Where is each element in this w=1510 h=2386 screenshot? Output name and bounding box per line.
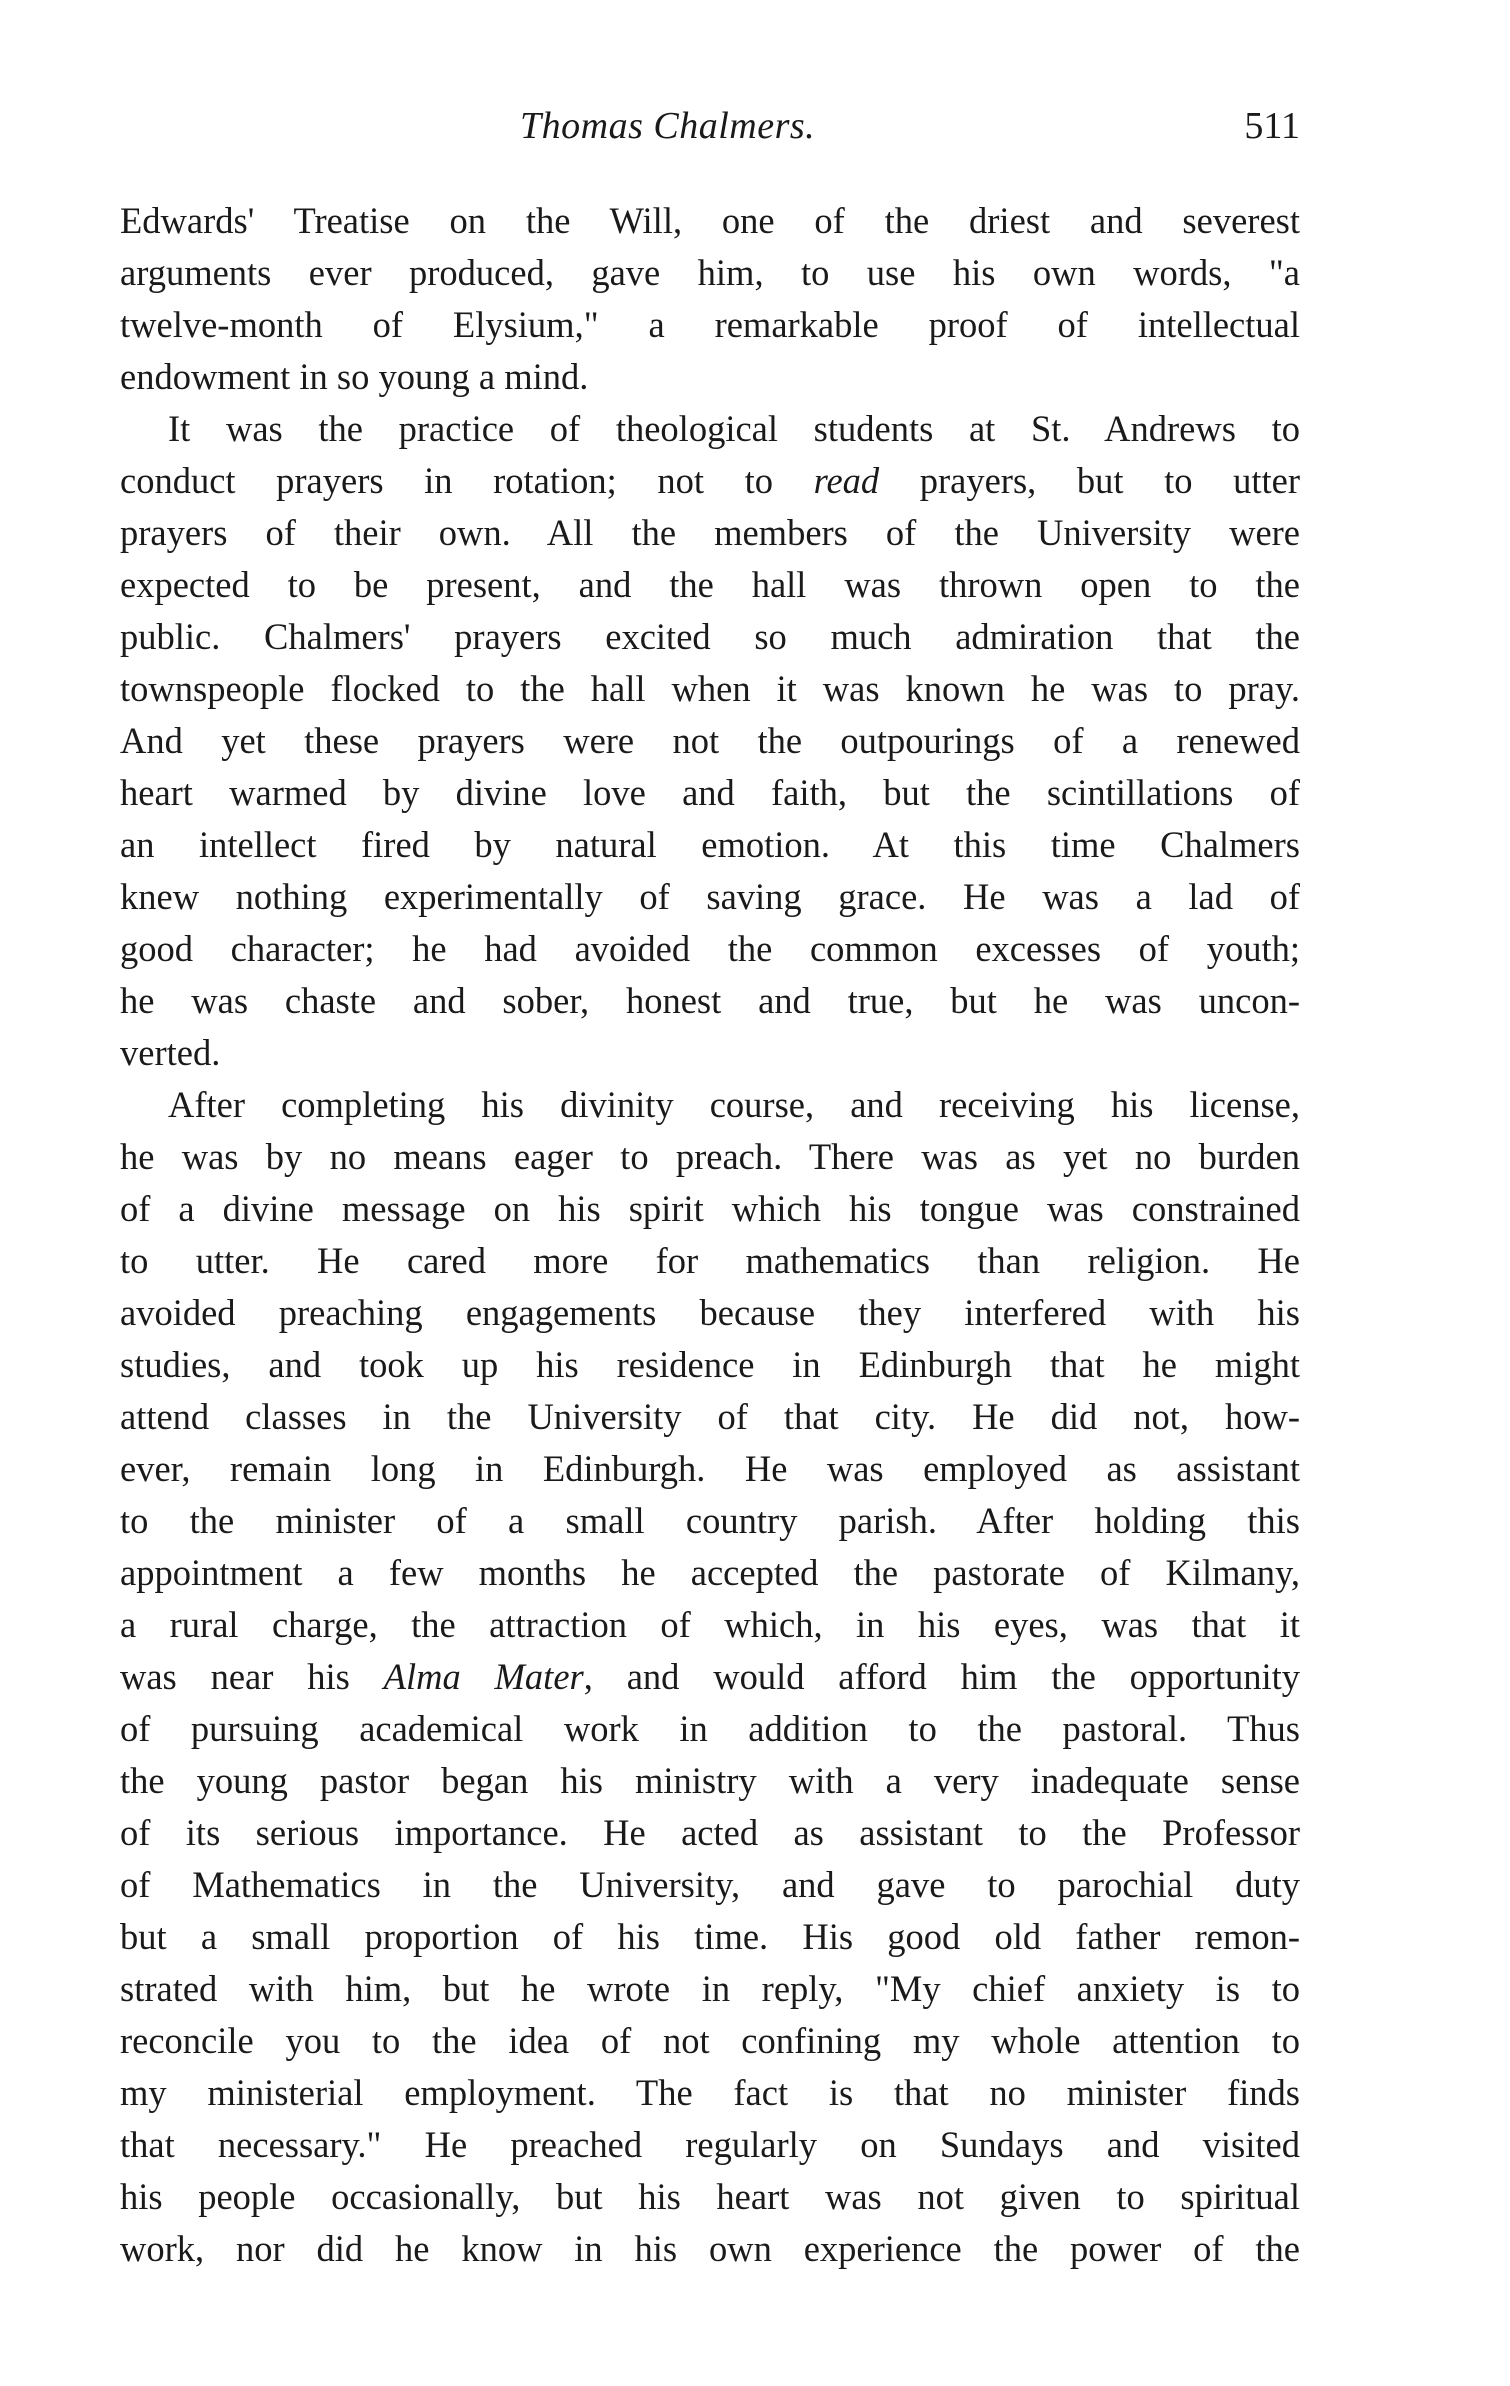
- text-line: attend classes in the University of that city. He did not, how-: [120, 1396, 1300, 1437]
- text-line: of its serious importance. He acted as assistant to the Professor: [120, 1812, 1300, 1853]
- text-line: his people occasionally, but his heart was not given to spiritual: [120, 2176, 1300, 2217]
- page-header: [120, 104, 1300, 156]
- paragraph-first-line: After completing his divinity course, and receiving his license,: [168, 1084, 1300, 1125]
- text-line: that necessary." He preached regularly on Sundays and visited: [120, 2124, 1300, 2165]
- text-line: of Mathematics in the University, and gave to parochial duty: [120, 1864, 1300, 1905]
- text-line: the young pastor began his ministry with a very inadequate sense: [120, 1760, 1300, 1801]
- text-line: conduct prayers in rotation; not to read prayers, but to utter: [120, 460, 1300, 501]
- text-line: appointment a few months he accepted the pastorate of Kilmany,: [120, 1552, 1300, 1593]
- text-line: studies, and took up his residence in Edinburgh that he might: [120, 1344, 1300, 1385]
- text-line: twelve-month of Elysium," a remarkable proof of intellectual: [120, 304, 1300, 345]
- text-line: an intellect fired by natural emotion. At this time Chalmers: [120, 824, 1300, 865]
- text-line: townspeople flocked to the hall when it was known he was to pray.: [120, 668, 1300, 709]
- text-line: good character; he had avoided the common excesses of youth;: [120, 928, 1300, 969]
- text-line: knew nothing experimentally of saving grace. He was a lad of: [120, 876, 1300, 917]
- text-line: arguments ever produced, gave him, to use his own words, "a: [120, 252, 1300, 293]
- text-line: endowment in so young a mind.: [120, 356, 589, 397]
- text-line: of pursuing academical work in addition to the pastoral. Thus: [120, 1708, 1300, 1749]
- text-line: was near his Alma Mater, and would afford him the opportunity: [120, 1656, 1300, 1697]
- text-line: work, nor did he know in his own experience the power of the: [120, 2228, 1300, 2269]
- text-line: reconcile you to the idea of not confining my whole attention to: [120, 2020, 1300, 2061]
- paragraph-first-line: It was the practice of theological students at St. Andrews to: [168, 408, 1300, 449]
- text-line: avoided preaching engagements because they interfered with his: [120, 1292, 1300, 1333]
- text-line: ever, remain long in Edinburgh. He was employed as assistant: [120, 1448, 1300, 1489]
- text-line: to utter. He cared more for mathematics than religion. He: [120, 1240, 1300, 1281]
- text-line: And yet these prayers were not the outpourings of a renewed: [120, 720, 1300, 761]
- page-number: 511: [1244, 105, 1300, 147]
- text-line: prayers of their own. All the members of the University were: [120, 512, 1300, 553]
- text-line: a rural charge, the attraction of which, in his eyes, was that it: [120, 1604, 1300, 1645]
- body-text: [120, 195, 1300, 2275]
- running-title: Thomas Chalmers.: [520, 105, 816, 147]
- text-line: but a small proportion of his time. His good old father remon-: [120, 1916, 1300, 1957]
- text-line: heart warmed by divine love and faith, but the scintillations of: [120, 772, 1300, 813]
- text-line: expected to be present, and the hall was thrown open to the: [120, 564, 1300, 605]
- text-line: to the minister of a small country parish. After holding this: [120, 1500, 1300, 1541]
- text-line: he was chaste and sober, honest and true, but he was uncon-: [120, 980, 1300, 1021]
- text-line: public. Chalmers' prayers excited so much admiration that the: [120, 616, 1300, 657]
- text-line: verted.: [120, 1032, 221, 1073]
- text-line: Edwards' Treatise on the Will, one of the driest and severest: [120, 200, 1300, 241]
- text-line: of a divine message on his spirit which his tongue was constrained: [120, 1188, 1300, 1229]
- text-line: my ministerial employment. The fact is that no minister finds: [120, 2072, 1300, 2113]
- text-line: he was by no means eager to preach. There was as yet no burden: [120, 1136, 1300, 1177]
- text-line: strated with him, but he wrote in reply, "My chief anxiety is to: [120, 1968, 1300, 2009]
